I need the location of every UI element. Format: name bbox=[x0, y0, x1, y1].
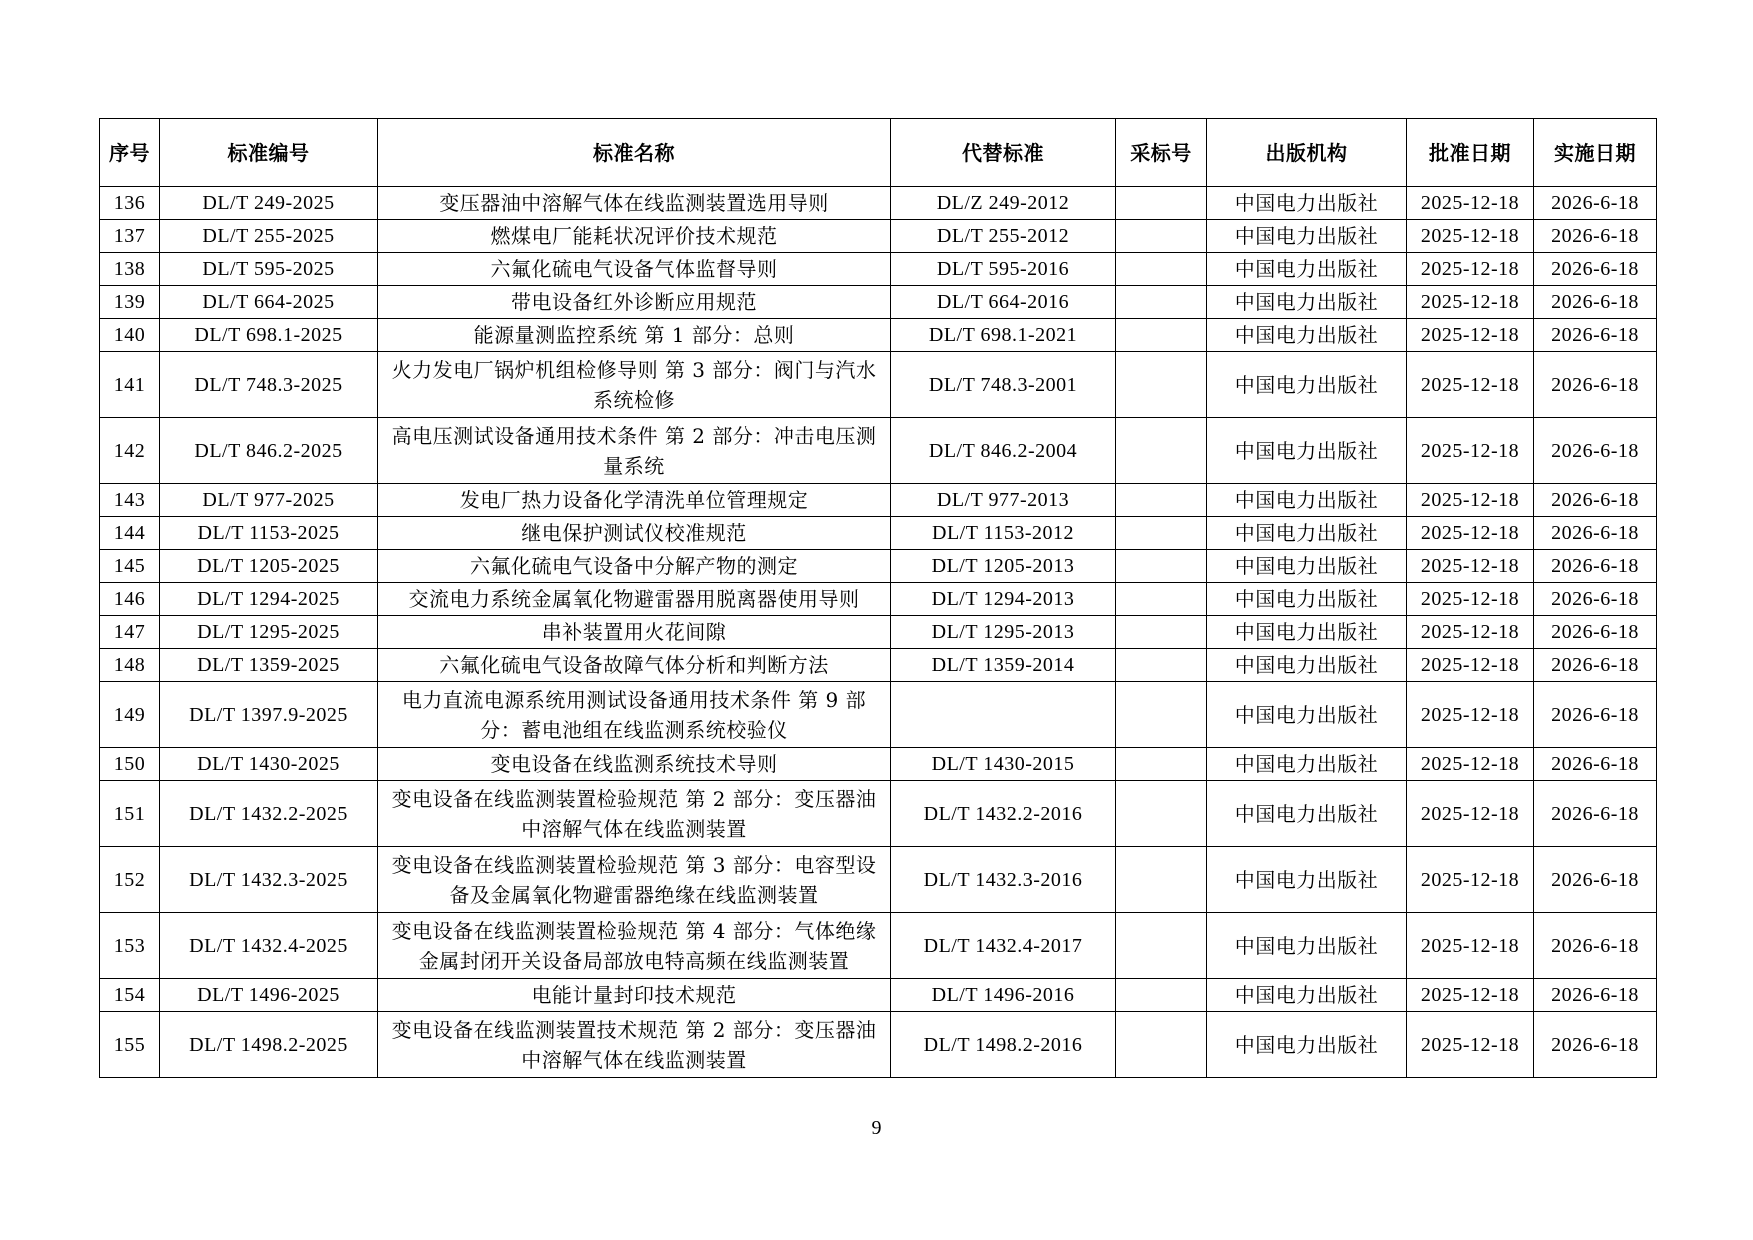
cell-standard-name: 变电设备在线监测装置检验规范 第 4 部分：气体绝缘金属封闭开关设备局部放电特高频在线监测装置 bbox=[378, 913, 891, 979]
table-row bbox=[100, 682, 1657, 748]
cell-replaced-standard: DL/T 698.1-2021 bbox=[891, 319, 1116, 352]
cell-replaced-standard: DL/T 846.2-2004 bbox=[891, 418, 1116, 484]
cell-adopted-standard bbox=[1116, 517, 1207, 550]
cell-publisher: 中国电力出版社 bbox=[1207, 187, 1407, 220]
cell-approval-date: 2025-12-18 bbox=[1407, 484, 1534, 517]
cell-publisher: 中国电力出版社 bbox=[1207, 649, 1407, 682]
table-row bbox=[100, 748, 1657, 781]
cell-approval-date: 2025-12-18 bbox=[1407, 418, 1534, 484]
cell-standard-name: 变电设备在线监测系统技术导则 bbox=[378, 748, 891, 781]
cell-standard-code: DL/T 698.1-2025 bbox=[160, 319, 378, 352]
cell-implementation-date: 2026-6-18 bbox=[1534, 583, 1657, 616]
cell-approval-date: 2025-12-18 bbox=[1407, 649, 1534, 682]
cell-standard-code: DL/T 249-2025 bbox=[160, 187, 378, 220]
cell-standard-code: DL/T 1432.3-2025 bbox=[160, 847, 378, 913]
cell-standard-name: 串补装置用火花间隙 bbox=[378, 616, 891, 649]
cell-standard-code: DL/T 255-2025 bbox=[160, 220, 378, 253]
header-approve-date: 批准日期 bbox=[1407, 119, 1534, 187]
cell-publisher: 中国电力出版社 bbox=[1207, 286, 1407, 319]
cell-standard-name: 变电设备在线监测装置检验规范 第 2 部分：变压器油中溶解气体在线监测装置 bbox=[378, 781, 891, 847]
cell-adopted-standard bbox=[1116, 484, 1207, 517]
cell-approval-date: 2025-12-18 bbox=[1407, 913, 1534, 979]
cell-standard-code: DL/T 748.3-2025 bbox=[160, 352, 378, 418]
cell-standard-name: 发电厂热力设备化学清洗单位管理规定 bbox=[378, 484, 891, 517]
cell-implementation-date: 2026-6-18 bbox=[1534, 418, 1657, 484]
cell-implementation-date: 2026-6-18 bbox=[1534, 913, 1657, 979]
cell-implementation-date: 2026-6-18 bbox=[1534, 550, 1657, 583]
table-row bbox=[100, 847, 1657, 913]
cell-adopted-standard bbox=[1116, 550, 1207, 583]
cell-publisher: 中国电力出版社 bbox=[1207, 913, 1407, 979]
cell-seq: 146 bbox=[100, 583, 160, 616]
cell-adopted-standard bbox=[1116, 781, 1207, 847]
cell-publisher: 中国电力出版社 bbox=[1207, 1012, 1407, 1078]
table-row bbox=[100, 583, 1657, 616]
cell-standard-name: 六氟化硫电气设备故障气体分析和判断方法 bbox=[378, 649, 891, 682]
cell-implementation-date: 2026-6-18 bbox=[1534, 220, 1657, 253]
cell-seq: 155 bbox=[100, 1012, 160, 1078]
header-name: 标准名称 bbox=[378, 119, 891, 187]
cell-seq: 139 bbox=[100, 286, 160, 319]
cell-seq: 142 bbox=[100, 418, 160, 484]
cell-approval-date: 2025-12-18 bbox=[1407, 517, 1534, 550]
cell-seq: 154 bbox=[100, 979, 160, 1012]
cell-publisher: 中国电力出版社 bbox=[1207, 616, 1407, 649]
cell-adopted-standard bbox=[1116, 418, 1207, 484]
cell-seq: 141 bbox=[100, 352, 160, 418]
cell-standard-code: DL/T 846.2-2025 bbox=[160, 418, 378, 484]
cell-publisher: 中国电力出版社 bbox=[1207, 253, 1407, 286]
cell-publisher: 中国电力出版社 bbox=[1207, 781, 1407, 847]
cell-publisher: 中国电力出版社 bbox=[1207, 418, 1407, 484]
cell-publisher: 中国电力出版社 bbox=[1207, 979, 1407, 1012]
table-row bbox=[100, 253, 1657, 286]
cell-adopted-standard bbox=[1116, 847, 1207, 913]
cell-implementation-date: 2026-6-18 bbox=[1534, 847, 1657, 913]
cell-adopted-standard bbox=[1116, 187, 1207, 220]
cell-approval-date: 2025-12-18 bbox=[1407, 583, 1534, 616]
standards-table bbox=[99, 118, 1657, 1078]
cell-adopted-standard bbox=[1116, 286, 1207, 319]
cell-publisher: 中国电力出版社 bbox=[1207, 550, 1407, 583]
table-row bbox=[100, 418, 1657, 484]
cell-seq: 149 bbox=[100, 682, 160, 748]
cell-replaced-standard: DL/Z 249-2012 bbox=[891, 187, 1116, 220]
table-row bbox=[100, 517, 1657, 550]
table-row bbox=[100, 220, 1657, 253]
cell-approval-date: 2025-12-18 bbox=[1407, 847, 1534, 913]
table-row bbox=[100, 286, 1657, 319]
cell-implementation-date: 2026-6-18 bbox=[1534, 649, 1657, 682]
cell-implementation-date: 2026-6-18 bbox=[1534, 616, 1657, 649]
cell-adopted-standard bbox=[1116, 649, 1207, 682]
cell-standard-name: 继电保护测试仪校准规范 bbox=[378, 517, 891, 550]
cell-replaced-standard: DL/T 255-2012 bbox=[891, 220, 1116, 253]
cell-adopted-standard bbox=[1116, 1012, 1207, 1078]
cell-seq: 151 bbox=[100, 781, 160, 847]
cell-replaced-standard: DL/T 1430-2015 bbox=[891, 748, 1116, 781]
cell-implementation-date: 2026-6-18 bbox=[1534, 187, 1657, 220]
cell-replaced-standard: DL/T 1359-2014 bbox=[891, 649, 1116, 682]
table-row bbox=[100, 616, 1657, 649]
table-row bbox=[100, 649, 1657, 682]
cell-publisher: 中国电力出版社 bbox=[1207, 583, 1407, 616]
cell-adopted-standard bbox=[1116, 748, 1207, 781]
cell-seq: 145 bbox=[100, 550, 160, 583]
cell-implementation-date: 2026-6-18 bbox=[1534, 253, 1657, 286]
cell-publisher: 中国电力出版社 bbox=[1207, 748, 1407, 781]
cell-standard-code: DL/T 1432.2-2025 bbox=[160, 781, 378, 847]
header-publisher: 出版机构 bbox=[1207, 119, 1407, 187]
cell-standard-code: DL/T 1430-2025 bbox=[160, 748, 378, 781]
cell-standard-name: 电能计量封印技术规范 bbox=[378, 979, 891, 1012]
cell-seq: 144 bbox=[100, 517, 160, 550]
cell-implementation-date: 2026-6-18 bbox=[1534, 484, 1657, 517]
cell-standard-code: DL/T 1359-2025 bbox=[160, 649, 378, 682]
cell-seq: 137 bbox=[100, 220, 160, 253]
cell-replaced-standard: DL/T 1432.2-2016 bbox=[891, 781, 1116, 847]
cell-replaced-standard bbox=[891, 682, 1116, 748]
cell-approval-date: 2025-12-18 bbox=[1407, 319, 1534, 352]
cell-standard-code: DL/T 1432.4-2025 bbox=[160, 913, 378, 979]
cell-publisher: 中国电力出版社 bbox=[1207, 682, 1407, 748]
cell-standard-name: 燃煤电厂能耗状况评价技术规范 bbox=[378, 220, 891, 253]
cell-standard-name: 火力发电厂锅炉机组检修导则 第 3 部分：阀门与汽水系统检修 bbox=[378, 352, 891, 418]
cell-seq: 136 bbox=[100, 187, 160, 220]
cell-approval-date: 2025-12-18 bbox=[1407, 286, 1534, 319]
cell-approval-date: 2025-12-18 bbox=[1407, 220, 1534, 253]
cell-adopted-standard bbox=[1116, 913, 1207, 979]
cell-standard-code: DL/T 664-2025 bbox=[160, 286, 378, 319]
cell-standard-name: 带电设备红外诊断应用规范 bbox=[378, 286, 891, 319]
cell-standard-name: 六氟化硫电气设备气体监督导则 bbox=[378, 253, 891, 286]
cell-publisher: 中国电力出版社 bbox=[1207, 352, 1407, 418]
table-row bbox=[100, 187, 1657, 220]
header-replace: 代替标准 bbox=[891, 119, 1116, 187]
cell-approval-date: 2025-12-18 bbox=[1407, 781, 1534, 847]
cell-seq: 150 bbox=[100, 748, 160, 781]
header-row bbox=[100, 119, 1657, 187]
cell-adopted-standard bbox=[1116, 352, 1207, 418]
cell-implementation-date: 2026-6-18 bbox=[1534, 682, 1657, 748]
cell-standard-code: DL/T 595-2025 bbox=[160, 253, 378, 286]
cell-standard-code: DL/T 1498.2-2025 bbox=[160, 1012, 378, 1078]
cell-replaced-standard: DL/T 1498.2-2016 bbox=[891, 1012, 1116, 1078]
cell-adopted-standard bbox=[1116, 616, 1207, 649]
cell-implementation-date: 2026-6-18 bbox=[1534, 1012, 1657, 1078]
table-body bbox=[100, 187, 1657, 1078]
cell-standard-code: DL/T 1153-2025 bbox=[160, 517, 378, 550]
cell-approval-date: 2025-12-18 bbox=[1407, 682, 1534, 748]
cell-approval-date: 2025-12-18 bbox=[1407, 979, 1534, 1012]
cell-standard-code: DL/T 1294-2025 bbox=[160, 583, 378, 616]
table-row bbox=[100, 1012, 1657, 1078]
table-row bbox=[100, 319, 1657, 352]
cell-approval-date: 2025-12-18 bbox=[1407, 1012, 1534, 1078]
cell-replaced-standard: DL/T 1295-2013 bbox=[891, 616, 1116, 649]
cell-implementation-date: 2026-6-18 bbox=[1534, 319, 1657, 352]
header-implement-date: 实施日期 bbox=[1534, 119, 1657, 187]
cell-replaced-standard: DL/T 1496-2016 bbox=[891, 979, 1116, 1012]
cell-adopted-standard bbox=[1116, 979, 1207, 1012]
cell-replaced-standard: DL/T 1205-2013 bbox=[891, 550, 1116, 583]
cell-seq: 148 bbox=[100, 649, 160, 682]
cell-replaced-standard: DL/T 1153-2012 bbox=[891, 517, 1116, 550]
cell-adopted-standard bbox=[1116, 220, 1207, 253]
cell-standard-code: DL/T 1397.9-2025 bbox=[160, 682, 378, 748]
cell-standard-code: DL/T 1496-2025 bbox=[160, 979, 378, 1012]
cell-approval-date: 2025-12-18 bbox=[1407, 748, 1534, 781]
header-code: 标准编号 bbox=[160, 119, 378, 187]
cell-standard-name: 变电设备在线监测装置技术规范 第 2 部分：变压器油中溶解气体在线监测装置 bbox=[378, 1012, 891, 1078]
table-row bbox=[100, 913, 1657, 979]
cell-seq: 138 bbox=[100, 253, 160, 286]
header-adopt: 采标号 bbox=[1116, 119, 1207, 187]
cell-standard-name: 交流电力系统金属氧化物避雷器用脱离器使用导则 bbox=[378, 583, 891, 616]
page-number: 9 bbox=[871, 1117, 882, 1139]
cell-adopted-standard bbox=[1116, 682, 1207, 748]
cell-implementation-date: 2026-6-18 bbox=[1534, 517, 1657, 550]
cell-standard-name: 高电压测试设备通用技术条件 第 2 部分：冲击电压测量系统 bbox=[378, 418, 891, 484]
cell-seq: 152 bbox=[100, 847, 160, 913]
cell-seq: 143 bbox=[100, 484, 160, 517]
cell-standard-name: 变电设备在线监测装置检验规范 第 3 部分：电容型设备及金属氧化物避雷器绝缘在线监测装置 bbox=[378, 847, 891, 913]
cell-publisher: 中国电力出版社 bbox=[1207, 220, 1407, 253]
cell-standard-name: 能源量测监控系统 第 1 部分：总则 bbox=[378, 319, 891, 352]
cell-standard-code: DL/T 1295-2025 bbox=[160, 616, 378, 649]
table-row bbox=[100, 979, 1657, 1012]
cell-implementation-date: 2026-6-18 bbox=[1534, 979, 1657, 1012]
cell-publisher: 中国电力出版社 bbox=[1207, 319, 1407, 352]
cell-standard-code: DL/T 1205-2025 bbox=[160, 550, 378, 583]
cell-implementation-date: 2026-6-18 bbox=[1534, 352, 1657, 418]
cell-implementation-date: 2026-6-18 bbox=[1534, 748, 1657, 781]
cell-approval-date: 2025-12-18 bbox=[1407, 616, 1534, 649]
cell-implementation-date: 2026-6-18 bbox=[1534, 286, 1657, 319]
cell-seq: 153 bbox=[100, 913, 160, 979]
cell-replaced-standard: DL/T 595-2016 bbox=[891, 253, 1116, 286]
cell-replaced-standard: DL/T 1294-2013 bbox=[891, 583, 1116, 616]
table-row bbox=[100, 550, 1657, 583]
cell-replaced-standard: DL/T 748.3-2001 bbox=[891, 352, 1116, 418]
table-row bbox=[100, 352, 1657, 418]
cell-seq: 147 bbox=[100, 616, 160, 649]
table-row bbox=[100, 781, 1657, 847]
cell-replaced-standard: DL/T 1432.4-2017 bbox=[891, 913, 1116, 979]
cell-approval-date: 2025-12-18 bbox=[1407, 187, 1534, 220]
cell-approval-date: 2025-12-18 bbox=[1407, 352, 1534, 418]
header-seq: 序号 bbox=[100, 119, 160, 187]
cell-replaced-standard: DL/T 664-2016 bbox=[891, 286, 1116, 319]
cell-approval-date: 2025-12-18 bbox=[1407, 253, 1534, 286]
cell-approval-date: 2025-12-18 bbox=[1407, 550, 1534, 583]
cell-seq: 140 bbox=[100, 319, 160, 352]
cell-standard-name: 变压器油中溶解气体在线监测装置选用导则 bbox=[378, 187, 891, 220]
cell-replaced-standard: DL/T 977-2013 bbox=[891, 484, 1116, 517]
cell-publisher: 中国电力出版社 bbox=[1207, 847, 1407, 913]
table-row bbox=[100, 484, 1657, 517]
cell-replaced-standard: DL/T 1432.3-2016 bbox=[891, 847, 1116, 913]
cell-standard-code: DL/T 977-2025 bbox=[160, 484, 378, 517]
cell-adopted-standard bbox=[1116, 319, 1207, 352]
cell-standard-name: 电力直流电源系统用测试设备通用技术条件 第 9 部分：蓄电池组在线监测系统校验仪 bbox=[378, 682, 891, 748]
cell-publisher: 中国电力出版社 bbox=[1207, 484, 1407, 517]
cell-standard-name: 六氟化硫电气设备中分解产物的测定 bbox=[378, 550, 891, 583]
cell-adopted-standard bbox=[1116, 253, 1207, 286]
cell-publisher: 中国电力出版社 bbox=[1207, 517, 1407, 550]
cell-implementation-date: 2026-6-18 bbox=[1534, 781, 1657, 847]
cell-adopted-standard bbox=[1116, 583, 1207, 616]
